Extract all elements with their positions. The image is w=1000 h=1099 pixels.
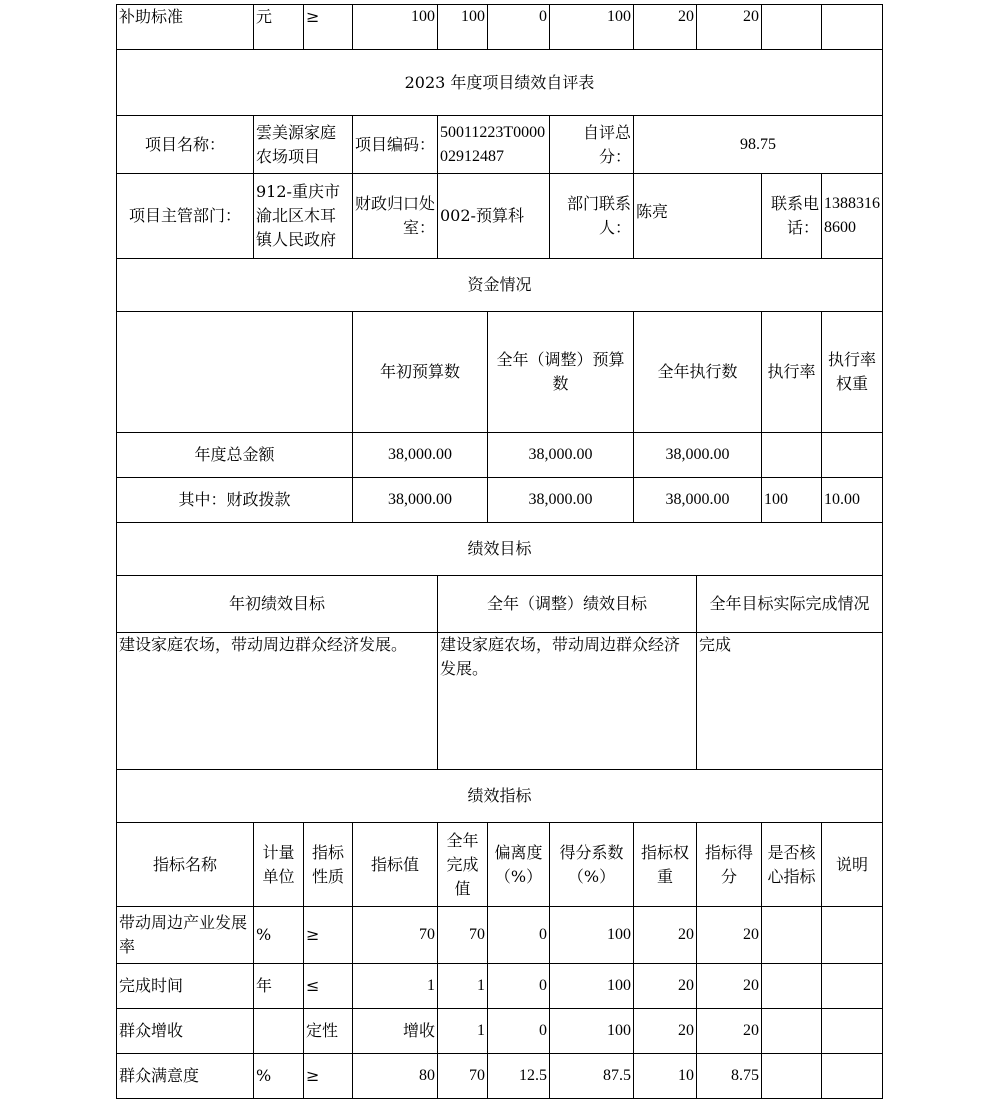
score-label: 自评总分： — [550, 116, 634, 174]
indicator-cell — [822, 907, 883, 964]
funds-header-cell — [117, 312, 353, 433]
indicator-cell: 100 — [550, 907, 634, 964]
funds-cell: 38,000.00 — [488, 478, 634, 523]
cell: 补助标准 — [117, 5, 254, 50]
indicator-cell — [822, 1009, 883, 1054]
indicator-cell: % — [254, 907, 304, 964]
indicator-cell: 群众满意度 — [117, 1054, 254, 1099]
top-row — [117, 5, 883, 50]
indicator-header-cell: 计量单位 — [254, 823, 304, 907]
indicator-cell: 定性 — [304, 1009, 353, 1054]
indicator-cell: 0 — [488, 964, 550, 1009]
funds-cell: 10.00 — [822, 478, 883, 523]
cell: 0 — [488, 5, 550, 50]
funds-row — [117, 478, 883, 523]
indicator-cell: ≥ — [304, 907, 353, 964]
indicator-cell: 12.5 — [488, 1054, 550, 1099]
indicator-cell — [762, 964, 822, 1009]
indicator-cell: 增收 — [353, 1009, 438, 1054]
goals-value-cell: 建设家庭农场，带动周边群众经济发展。 — [117, 633, 438, 770]
phone-label: 联系电话： — [762, 174, 822, 259]
indicator-cell: 20 — [697, 964, 762, 1009]
funds-cell: 100 — [762, 478, 822, 523]
funds-cell — [762, 433, 822, 478]
cell: 100 — [438, 5, 488, 50]
funds-cell: 年度总金额 — [117, 433, 353, 478]
self-evaluation-table — [116, 4, 883, 1099]
indicator-cell: 8.75 — [697, 1054, 762, 1099]
indicator-cell: 70 — [438, 907, 488, 964]
funds-cell: 其中：财政拨款 — [117, 478, 353, 523]
indicator-cell: 10 — [634, 1054, 697, 1099]
funds-cell: 38,000.00 — [353, 478, 488, 523]
indicator-cell: 70 — [353, 907, 438, 964]
indicator-cell: ≥ — [304, 1054, 353, 1099]
indicator-header-cell: 说明 — [822, 823, 883, 907]
indicator-header-cell: 全年完成值 — [438, 823, 488, 907]
indicator-cell: 带动周边产业发展率 — [117, 907, 254, 964]
indicator-cell — [822, 964, 883, 1009]
score-value: 98.75 — [634, 116, 883, 174]
indicator-cell — [822, 1054, 883, 1099]
indicator-cell: 20 — [697, 1009, 762, 1054]
goals-header-cell: 全年（调整）绩效目标 — [438, 576, 697, 633]
goals-header-row — [117, 576, 883, 633]
indicator-cell — [762, 907, 822, 964]
indicator-cell: 70 — [438, 1054, 488, 1099]
indicator-header-cell: 偏离度（%） — [488, 823, 550, 907]
funds-cell — [822, 433, 883, 478]
indicator-cell — [762, 1009, 822, 1054]
project-name-label: 项目名称： — [117, 116, 254, 174]
funds-header-cell: 全年执行数 — [634, 312, 762, 433]
funds-row — [117, 433, 883, 478]
cell: 20 — [697, 5, 762, 50]
indicator-cell: 群众增收 — [117, 1009, 254, 1054]
indicator-cell: 0 — [488, 907, 550, 964]
funds-cell: 38,000.00 — [634, 478, 762, 523]
indicator-cell — [254, 1009, 304, 1054]
funds-header-cell: 年初预算数 — [353, 312, 488, 433]
indicator-header-cell: 得分系数（%） — [550, 823, 634, 907]
project-name-value: 雲美源家庭农场项目 — [254, 116, 353, 174]
dept-label: 项目主管部门： — [117, 174, 254, 259]
indicator-cell: 87.5 — [550, 1054, 634, 1099]
goals-value-row — [117, 633, 883, 770]
funds-header-row — [117, 312, 883, 433]
project-code-label: 项目编码： — [353, 116, 438, 174]
funds-section-title: 资金情况 — [117, 259, 883, 312]
funds-header-cell: 执行率权重 — [822, 312, 883, 433]
cell: 元 — [254, 5, 304, 50]
indicator-row — [117, 907, 883, 964]
indicators-header-row — [117, 823, 883, 907]
funds-header-cell: 执行率 — [762, 312, 822, 433]
cell: 20 — [634, 5, 697, 50]
indicator-row — [117, 1054, 883, 1099]
goals-section-title: 绩效目标 — [117, 523, 883, 576]
indicator-cell: 20 — [697, 907, 762, 964]
indicator-cell: 20 — [634, 964, 697, 1009]
cell: 100 — [550, 5, 634, 50]
indicator-header-cell: 指标权重 — [634, 823, 697, 907]
indicator-header-cell: 是否核心指标 — [762, 823, 822, 907]
phone-value: 13883168600 — [822, 174, 883, 259]
indicator-cell: 20 — [634, 907, 697, 964]
indicator-cell: 年 — [254, 964, 304, 1009]
indicator-cell: 完成时间 — [117, 964, 254, 1009]
table-title: 2023 年度项目绩效自评表 — [117, 50, 883, 116]
cell: ≥ — [304, 5, 353, 50]
indicator-cell: 20 — [634, 1009, 697, 1054]
indicator-cell: 100 — [550, 1009, 634, 1054]
indicator-header-cell: 指标得分 — [697, 823, 762, 907]
indicator-row — [117, 964, 883, 1009]
cell: 100 — [353, 5, 438, 50]
indicator-cell — [762, 1054, 822, 1099]
finance-label: 财政归口处室： — [353, 174, 438, 259]
project-code-value: 50011223T000002912487 — [438, 116, 550, 174]
indicator-header-cell: 指标值 — [353, 823, 438, 907]
funds-header-cell: 全年（调整）预算数 — [488, 312, 634, 433]
funds-cell: 38,000.00 — [488, 433, 634, 478]
funds-cell: 38,000.00 — [353, 433, 488, 478]
cell — [762, 5, 822, 50]
indicator-row — [117, 1009, 883, 1054]
indicator-header-cell: 指标性质 — [304, 823, 353, 907]
indicator-cell: 0 — [488, 1009, 550, 1054]
indicator-cell: 1 — [438, 1009, 488, 1054]
contact-label: 部门联系人： — [550, 174, 634, 259]
indicator-cell: 1 — [353, 964, 438, 1009]
dept-value: 912-重庆市渝北区木耳镇人民政府 — [254, 174, 353, 259]
indicator-cell: 80 — [353, 1054, 438, 1099]
indicator-cell: 1 — [438, 964, 488, 1009]
goals-value-cell: 完成 — [697, 633, 883, 770]
indicator-header-cell: 指标名称 — [117, 823, 254, 907]
goals-header-cell: 年初绩效目标 — [117, 576, 438, 633]
funds-cell: 38,000.00 — [634, 433, 762, 478]
indicators-section-title: 绩效指标 — [117, 770, 883, 823]
indicator-cell: 100 — [550, 964, 634, 1009]
indicator-cell: ≤ — [304, 964, 353, 1009]
indicator-cell: % — [254, 1054, 304, 1099]
cell — [822, 5, 883, 50]
goals-value-cell: 建设家庭农场，带动周边群众经济发展。 — [438, 633, 697, 770]
finance-value: 002-预算科 — [438, 174, 550, 259]
goals-header-cell: 全年目标实际完成情况 — [697, 576, 883, 633]
contact-value: 陈亮 — [634, 174, 762, 259]
